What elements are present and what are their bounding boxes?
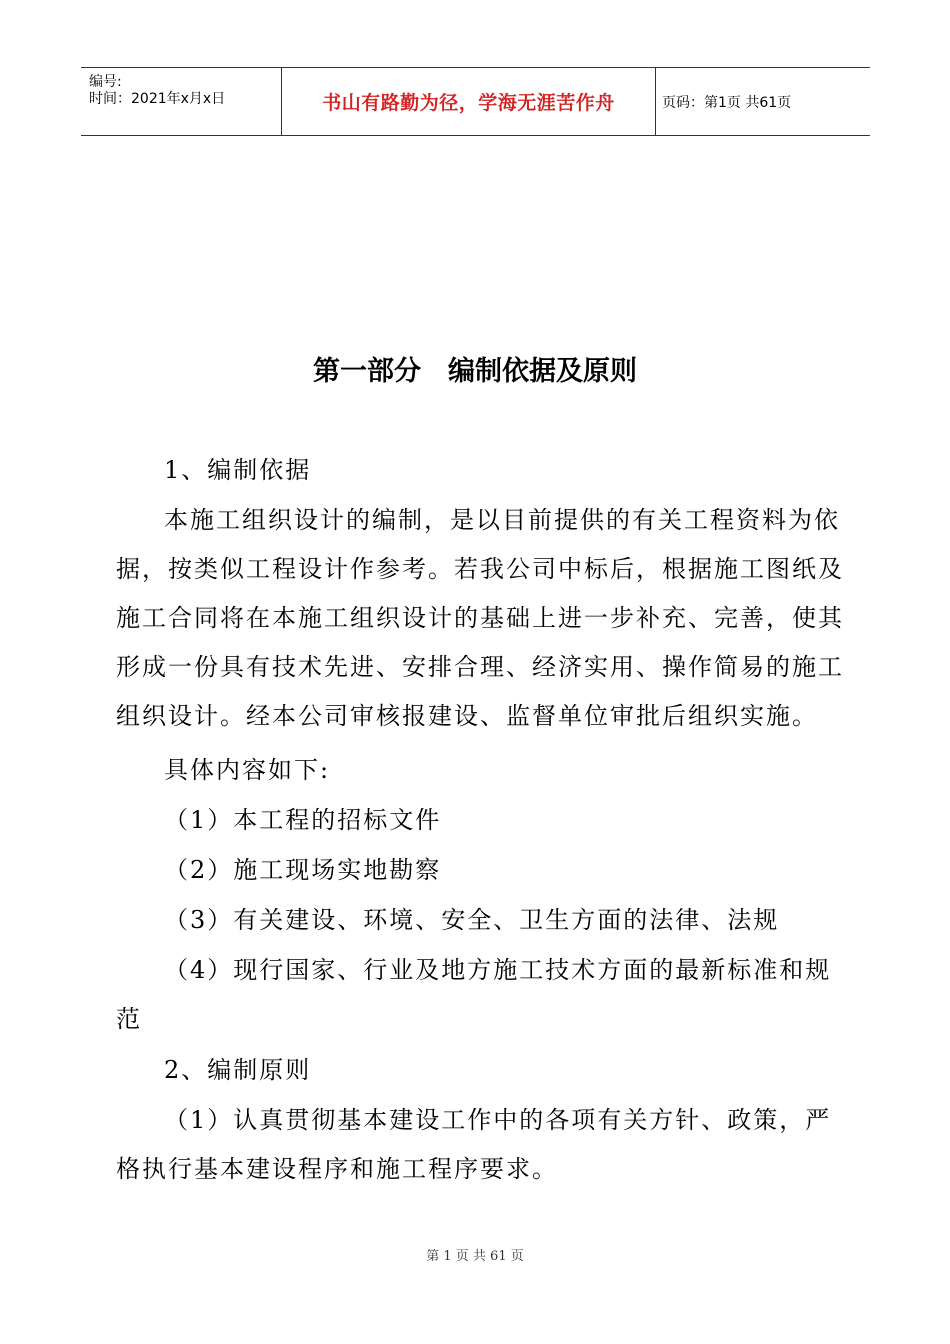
list-item-3: （3）有关建设、环境、安全、卫生方面的法律、法规 <box>164 906 780 934</box>
time-label: 时间：2021年x月x日 <box>89 91 226 107</box>
section1-paragraph: 本施工组织设计的编制，是以目前提供的有关工程资料为依据，按类似工程设计作参考。若我公司中标后，根据施工图纸及施工合同将在本施工组织设计的基础上进一步补充、完善，使其形成一份具有技术先进、安排合理、经济实用、操作简易的施工组织设计。经本公司审核报建设、监督单位审批后组织实施。 <box>116 506 844 730</box>
section2-heading: 2、编制原则 <box>164 1056 312 1084</box>
principle-item-1: （1）认真贯彻基本建设工作中的各项有关方针、政策，严格执行基本建设程序和施工程序要求。 <box>116 1106 832 1183</box>
content-intro: 具体内容如下: <box>164 756 331 784</box>
header-page-info: 页码：第1页 共61页 <box>662 94 792 111</box>
document-title: 第一部分 编制依据及原则 <box>313 356 637 387</box>
list-item-2: （2）施工现场实地勘察 <box>164 856 442 884</box>
page-footer: 第 1 页 共 61 页 <box>426 1249 524 1264</box>
document-header <box>81 67 870 136</box>
serial-label: 编号: <box>89 74 122 90</box>
list-item-1: （1）本工程的招标文件 <box>164 806 442 834</box>
section1-heading: 1、编制依据 <box>164 456 312 484</box>
header-meta <box>81 68 281 135</box>
header-motto: 书山有路勤为径，学海无涯苦作舟 <box>281 68 656 135</box>
list-item-4: （4）现行国家、行业及地方施工技术方面的最新标准和规范 <box>116 956 832 1033</box>
